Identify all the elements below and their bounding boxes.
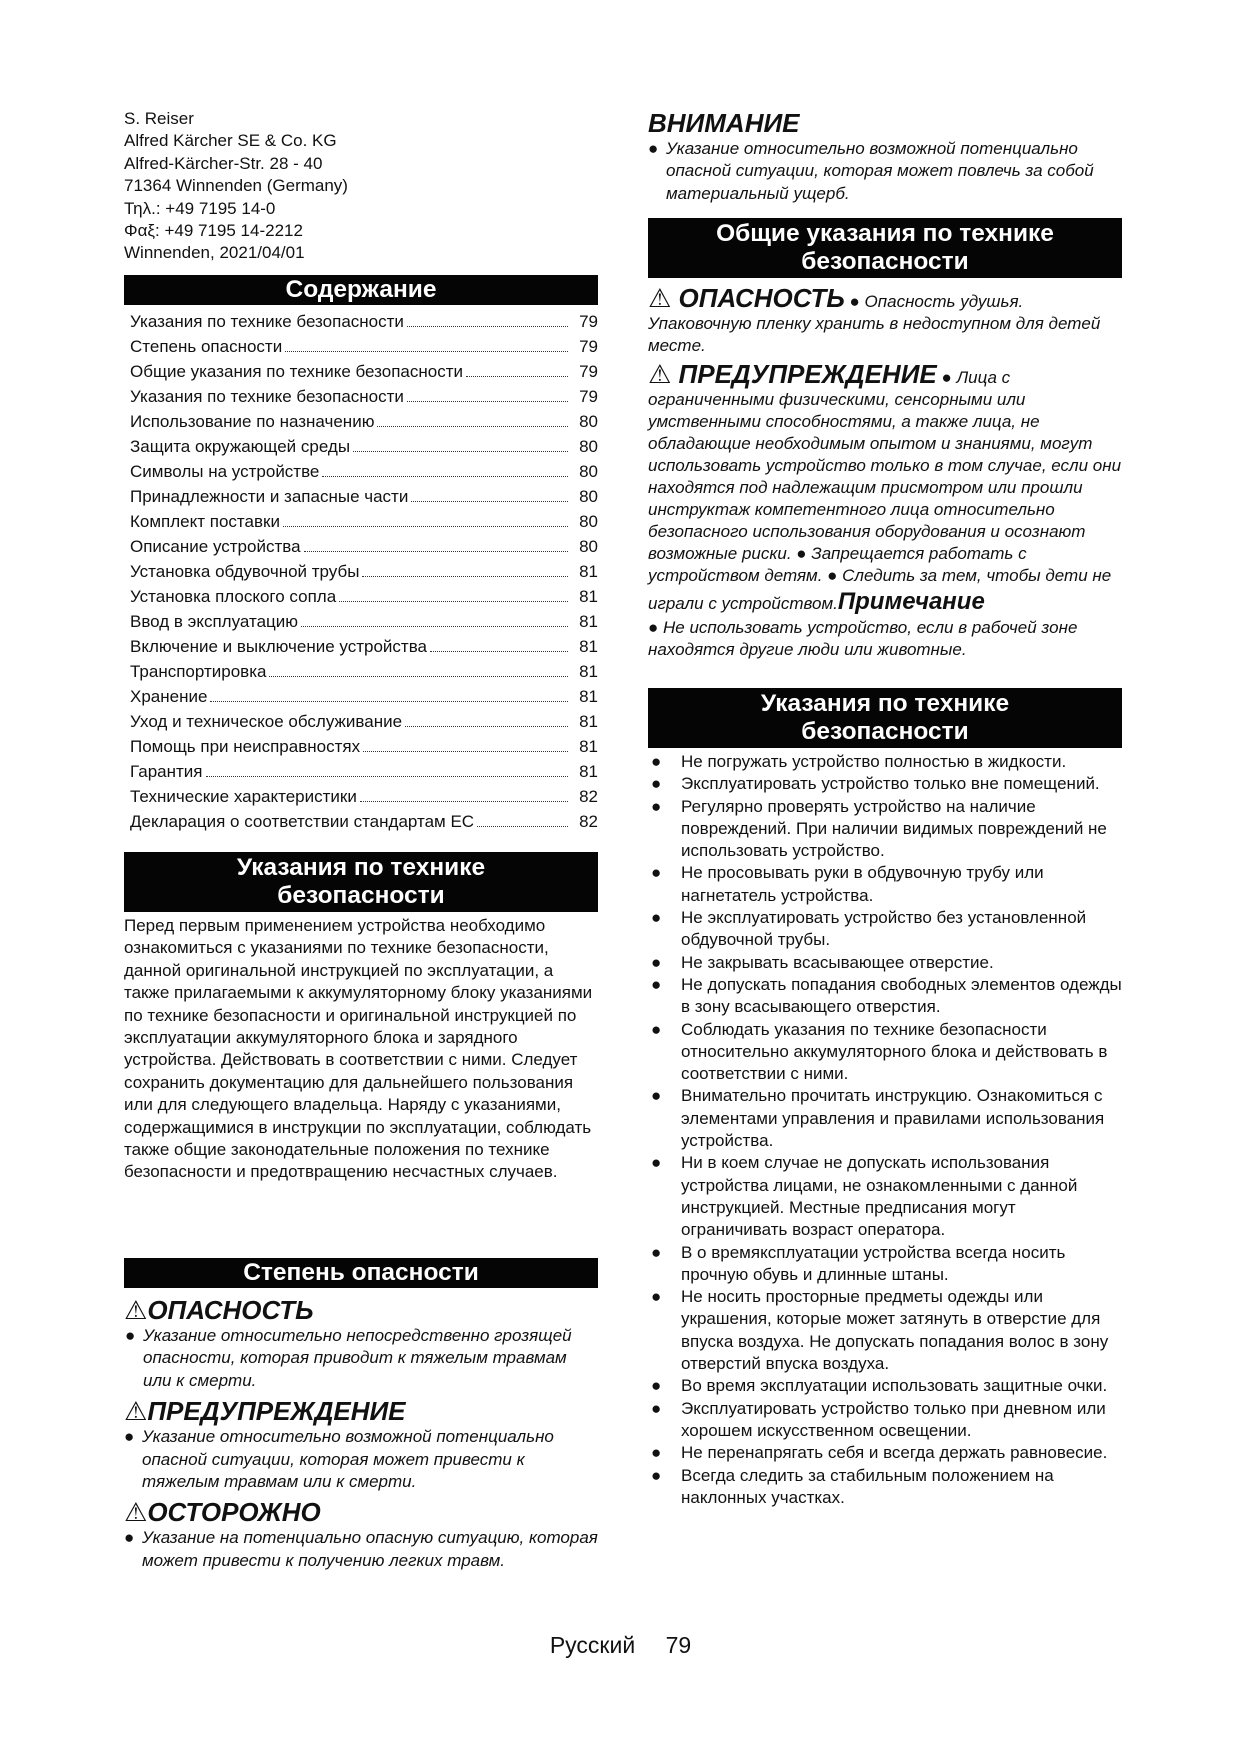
toc-entry-title: Использование по назначению bbox=[130, 412, 375, 431]
toc-entry-page: 81 bbox=[579, 687, 598, 706]
toc-entry-title: Ввод в эксплуатацию bbox=[130, 612, 299, 631]
toc-dot-leader bbox=[362, 575, 568, 577]
toc-dot-leader bbox=[339, 600, 568, 602]
danger-text-cont: Упаковочную пленку хранить в недоступном для детей месте. bbox=[648, 314, 1101, 355]
toc-entry-page: 81 bbox=[579, 612, 598, 631]
toc-entry bbox=[130, 562, 598, 587]
list-item bbox=[648, 796, 1122, 863]
list-item bbox=[648, 1019, 1122, 1086]
toc-dot-leader bbox=[363, 750, 568, 752]
safety-list-heading bbox=[648, 688, 1122, 748]
general-safety-body bbox=[648, 283, 1122, 661]
table-of-contents bbox=[130, 312, 598, 837]
safety-intro-heading bbox=[124, 852, 598, 912]
bullet-icon: ● bbox=[651, 752, 662, 771]
general-safety-heading bbox=[648, 218, 1122, 278]
toc-entry-page: 81 bbox=[579, 712, 598, 731]
address-line: Winnenden, 2021/04/01 bbox=[124, 243, 305, 263]
attention-block bbox=[648, 108, 1122, 205]
bullet-icon: ● bbox=[651, 1287, 662, 1307]
danger-label: ⚠ ОПАСНОСТЬ bbox=[648, 283, 845, 313]
danger-heading: ⚠ОПАСНОСТЬ bbox=[124, 1295, 314, 1325]
list-item bbox=[648, 952, 1122, 974]
bullet-icon: ● bbox=[651, 908, 662, 928]
list-item bbox=[648, 773, 1122, 795]
list-item-text: Не просовывать руки в обдувочную трубу или нагнетатель устройства. bbox=[681, 863, 1044, 905]
warning-icon: ⚠ bbox=[648, 359, 672, 389]
list-item bbox=[648, 1398, 1122, 1443]
danger-levels-heading: Степень опасности bbox=[124, 1258, 598, 1288]
toc-entry bbox=[130, 512, 598, 537]
toc-heading: Содержание bbox=[124, 275, 598, 305]
toc-dot-leader bbox=[360, 800, 568, 802]
toc-entry-title: Символы на устройстве bbox=[130, 462, 320, 481]
danger-levels bbox=[124, 1295, 598, 1572]
toc-dot-leader bbox=[405, 725, 568, 727]
list-item bbox=[648, 1242, 1122, 1287]
toc-entry-title: Помощь при неисправностях bbox=[130, 737, 361, 756]
toc-dot-leader bbox=[407, 325, 568, 327]
list-item-text: Ни в коем случае не допускать использования устройства лицами, не ознакомленными с данной инструкцией. Местные предписания могут ограничивать возраст оператора. bbox=[681, 1153, 1078, 1240]
toc-dot-leader bbox=[411, 500, 568, 502]
safety-intro-body: Перед первым применением устройства необходимо ознакомиться с указаниями по технике безопасности, данной оригинальной инструкцией по эксплуатации, а также прилагаемыми к аккумуляторному блоку указаниями по технике безопасности и оригинальной инструкцией по эксплуатации аккумуляторного блока и зарядного устройства. Действовать в соответствии с ними. Следует сохранить документацию для дальнейшего пользования или для следующего владельца. Наряду с указаниями, содержащимися в инструкции по эксплуатации, соблюдать также общие законодательные положения по технике безопасности и предотвращению несчастных случаев. bbox=[124, 916, 593, 1182]
toc-entry-page: 82 bbox=[579, 812, 598, 831]
safety-instructions-list bbox=[648, 751, 1122, 1509]
bullet-icon: ● bbox=[651, 1019, 662, 1039]
toc-entry bbox=[130, 362, 598, 387]
warning-icon: ⚠ bbox=[124, 1396, 148, 1427]
toc-entry-title: Установка плоского сопла bbox=[130, 587, 337, 606]
bullet-icon: ● bbox=[651, 774, 662, 794]
toc-entry bbox=[130, 812, 598, 837]
warning-label: ⚠ ПРЕДУПРЕЖДЕНИЕ bbox=[648, 359, 937, 389]
list-item bbox=[648, 1152, 1122, 1241]
warning-icon: ⚠ bbox=[648, 283, 672, 313]
heading-line: безопасности bbox=[801, 718, 969, 745]
toc-entry-title: Указания по технике безопасности bbox=[130, 387, 404, 406]
address-line: Alfred Kärcher SE & Co. KG bbox=[124, 131, 337, 151]
toc-dot-leader bbox=[430, 650, 568, 652]
toc-entry-title: Описание устройства bbox=[130, 537, 301, 556]
toc-entry bbox=[130, 737, 598, 762]
toc-dot-leader bbox=[304, 550, 568, 552]
list-item-text: Не перенапрягать себя и всегда держать равновесие. bbox=[681, 1443, 1108, 1463]
toc-entry-title: Установка обдувочной трубы bbox=[130, 562, 360, 581]
toc-dot-leader bbox=[466, 375, 568, 377]
list-item-text: Не допускать попадания свободных элементов одежды в зону всасывающего отверстия. bbox=[681, 974, 1122, 1017]
heading-line: Общие указания по технике bbox=[716, 220, 1054, 247]
list-item bbox=[648, 974, 1122, 1019]
note-label: Примечание bbox=[837, 588, 985, 615]
toc-entry-page: 80 bbox=[579, 512, 598, 531]
warning-text: ● Указание относительно возможной потенциально опасной ситуации, которая может привести к тяжелым травмам или к смерти. bbox=[124, 1427, 554, 1492]
toc-entry-page: 79 bbox=[579, 312, 598, 331]
list-item-text: Эксплуатировать устройство только вне помещений. bbox=[681, 774, 1100, 794]
toc-entry-page: 81 bbox=[579, 587, 598, 606]
address-line: Τηλ.: +49 7195 14-0 bbox=[124, 198, 276, 218]
list-item bbox=[648, 1085, 1122, 1152]
bullet-icon: ● bbox=[651, 1086, 662, 1106]
toc-dot-leader bbox=[206, 775, 569, 777]
list-item bbox=[648, 1465, 1122, 1510]
toc-entry bbox=[130, 412, 598, 437]
list-item-text: Соблюдать указания по технике безопасности относительно аккумуляторного блока и действовать в соответствии с ними. bbox=[681, 1019, 1108, 1084]
list-item-text: Всегда следить за стабильным положением на наклонных участках. bbox=[681, 1465, 1054, 1507]
list-item-text: Не погружать устройство полностью в жидкости. bbox=[681, 752, 1067, 771]
toc-entry-title: Указания по технике безопасности bbox=[130, 312, 404, 331]
toc-entry bbox=[130, 537, 598, 562]
toc-entry-title: Хранение bbox=[130, 687, 208, 706]
footer-language: Русский bbox=[549, 1632, 636, 1658]
toc-entry-page: 80 bbox=[579, 487, 598, 506]
warning-text-cont: ограниченными физическими, сенсорными или умственными способностями, а также лица, не обладающие необходимым опытом и знаниями, могут использовать устройство только в том случае, если они находятся под надлежащим присмотром или прошли инструктаж компетентного лица относительно безопасного использования оборудования и осознают возможные риски. ● Запрещается работать с устройством детям. ● Следить за тем, чтобы дети не играли с устройством. bbox=[648, 390, 1122, 613]
list-item bbox=[648, 907, 1122, 952]
toc-entry-page: 81 bbox=[579, 737, 598, 756]
list-item-text: Не носить просторные предметы одежды или украшения, которые может затянуть в отверстие для впуска воздуха. Не допускать попадания волос в зону отверстий впуска воздуха. bbox=[681, 1287, 1109, 1374]
toc-entry bbox=[130, 662, 598, 687]
warning-heading: ⚠ПРЕДУПРЕЖДЕНИЕ bbox=[124, 1396, 406, 1427]
toc-dot-leader bbox=[285, 350, 568, 352]
toc-dot-leader bbox=[377, 425, 568, 427]
toc-entry-title: Уход и техническое обслуживание bbox=[130, 712, 403, 731]
manufacturer-address bbox=[124, 108, 348, 265]
address-line: Alfred-Kärcher-Str. 28 - 40 bbox=[124, 153, 323, 173]
toc-entry-title: Гарантия bbox=[130, 762, 203, 781]
toc-entry-page: 81 bbox=[579, 637, 598, 656]
toc-entry-page: 81 bbox=[579, 662, 598, 681]
toc-entry-page: 81 bbox=[579, 762, 598, 781]
danger-text: ● Опасность удушья. bbox=[849, 292, 1024, 311]
list-item bbox=[648, 1375, 1122, 1397]
list-item-text: Не закрывать всасывающее отверстие. bbox=[681, 952, 994, 972]
toc-entry-title: Защита окружающей среды bbox=[130, 437, 351, 456]
list-item-text: Эксплуатировать устройство только при дневном или хорошем искусственном освещении. bbox=[681, 1398, 1106, 1440]
toc-entry-page: 79 bbox=[579, 362, 598, 381]
bullet-icon: ● bbox=[651, 1443, 662, 1463]
toc-entry bbox=[130, 437, 598, 462]
bullet-icon: ● bbox=[651, 863, 662, 883]
warning-text: ● Лица с bbox=[941, 368, 1011, 387]
toc-entry bbox=[130, 462, 598, 487]
toc-entry-page: 79 bbox=[579, 387, 598, 406]
toc-dot-leader bbox=[283, 525, 568, 527]
list-item-text: Регулярно проверять устройство на наличие повреждений. При наличии видимых повреждений не использовать устройство. bbox=[681, 796, 1107, 861]
toc-entry bbox=[130, 787, 598, 812]
toc-entry-title: Технические характеристики bbox=[130, 787, 357, 806]
list-item-text: Внимательно прочитать инструкцию. Ознакомиться с элементами управления и правилами использования устройства. bbox=[681, 1086, 1105, 1151]
address-line: 71364 Winnenden (Germany) bbox=[124, 176, 348, 196]
bullet-icon: ● bbox=[651, 1153, 662, 1173]
toc-entry bbox=[130, 337, 598, 362]
bullet-icon: ● bbox=[651, 952, 662, 972]
toc-entry-title: Степень опасности bbox=[130, 337, 283, 356]
danger-text: ● Указание относительно непосредственно грозящей опасности, которая приводит к тяжелым травмам или к смерти. bbox=[125, 1326, 572, 1390]
caution-heading: ⚠ОСТОРОЖНО bbox=[124, 1497, 321, 1528]
toc-entry bbox=[130, 587, 598, 612]
toc-dot-leader bbox=[353, 450, 568, 452]
toc-entry-title: Транспортировка bbox=[130, 662, 267, 681]
toc-entry bbox=[130, 762, 598, 787]
bullet-icon: ● bbox=[651, 1242, 662, 1262]
list-item-text: Не эксплуатировать устройство без установленной обдувочной трубы. bbox=[681, 908, 1087, 950]
attention-heading: ВНИМАНИЕ bbox=[648, 108, 800, 138]
toc-entry-page: 80 bbox=[579, 537, 598, 556]
toc-entry-page: 82 bbox=[579, 787, 598, 806]
toc-entry-page: 79 bbox=[579, 337, 598, 356]
toc-dot-leader bbox=[407, 400, 568, 402]
bullet-icon: ● bbox=[651, 796, 662, 816]
address-line: Φαξ: +49 7195 14-2212 bbox=[124, 221, 303, 241]
toc-entry-title: Декларация о соответствии стандартам ЕС bbox=[130, 812, 475, 831]
toc-entry-page: 80 bbox=[579, 412, 598, 431]
toc-entry-title: Принадлежности и запасные части bbox=[130, 487, 409, 506]
toc-entry bbox=[130, 612, 598, 637]
toc-entry bbox=[130, 687, 598, 712]
toc-entry bbox=[130, 312, 598, 337]
bullet-icon: ● bbox=[651, 1465, 662, 1485]
heading-line: безопасности bbox=[801, 248, 969, 275]
list-item bbox=[648, 1442, 1122, 1464]
heading-line: Указания по технике bbox=[760, 690, 1010, 717]
toc-dot-leader bbox=[477, 825, 568, 827]
toc-dot-leader bbox=[301, 625, 568, 627]
toc-entry-page: 81 bbox=[579, 562, 598, 581]
toc-entry bbox=[130, 487, 598, 512]
toc-dot-leader bbox=[322, 475, 568, 477]
toc-dot-leader bbox=[269, 675, 568, 677]
toc-entry-page: 80 bbox=[579, 437, 598, 456]
bullet-icon: ● bbox=[651, 1376, 662, 1396]
bullet-icon: ● bbox=[651, 1398, 662, 1418]
toc-entry-title: Общие указания по технике безопасности bbox=[130, 362, 463, 381]
toc-entry-title: Комплект поставки bbox=[130, 512, 280, 531]
attention-text: ● Указание относительно возможной потенциально опасной ситуации, которая может повлечь за собой материальный ущерб. bbox=[648, 139, 1094, 203]
list-item-text: Во время эксплуатации использовать защитные очки. bbox=[681, 1376, 1108, 1396]
list-item bbox=[648, 862, 1122, 907]
bullet-icon: ● bbox=[651, 974, 662, 994]
toc-entry-page: 80 bbox=[579, 462, 598, 481]
list-item bbox=[648, 1286, 1122, 1375]
toc-entry bbox=[130, 387, 598, 412]
toc-dot-leader bbox=[210, 700, 568, 702]
caution-text: ● Указание на потенциально опасную ситуацию, которая может привести к получению легких травм. bbox=[124, 1528, 598, 1570]
note-text: ● Не использовать устройство, если в рабочей зоне находятся другие люди или животные. bbox=[648, 618, 1078, 659]
page-footer bbox=[0, 1632, 1241, 1659]
warning-icon: ⚠ bbox=[124, 1497, 148, 1528]
toc-entry bbox=[130, 712, 598, 737]
heading-line: Указания по технике bbox=[236, 854, 486, 881]
footer-page-number: 79 bbox=[665, 1632, 692, 1658]
list-item bbox=[648, 751, 1122, 773]
toc-entry bbox=[130, 637, 598, 662]
toc-entry-title: Включение и выключение устройства bbox=[130, 637, 427, 656]
list-item-text: В о времяксплуатации устройства всегда носить прочную обувь и длинные штаны. bbox=[681, 1242, 1066, 1284]
heading-line: безопасности bbox=[277, 882, 445, 909]
address-line: S. Reiser bbox=[124, 109, 194, 128]
warning-icon: ⚠ bbox=[124, 1295, 148, 1325]
